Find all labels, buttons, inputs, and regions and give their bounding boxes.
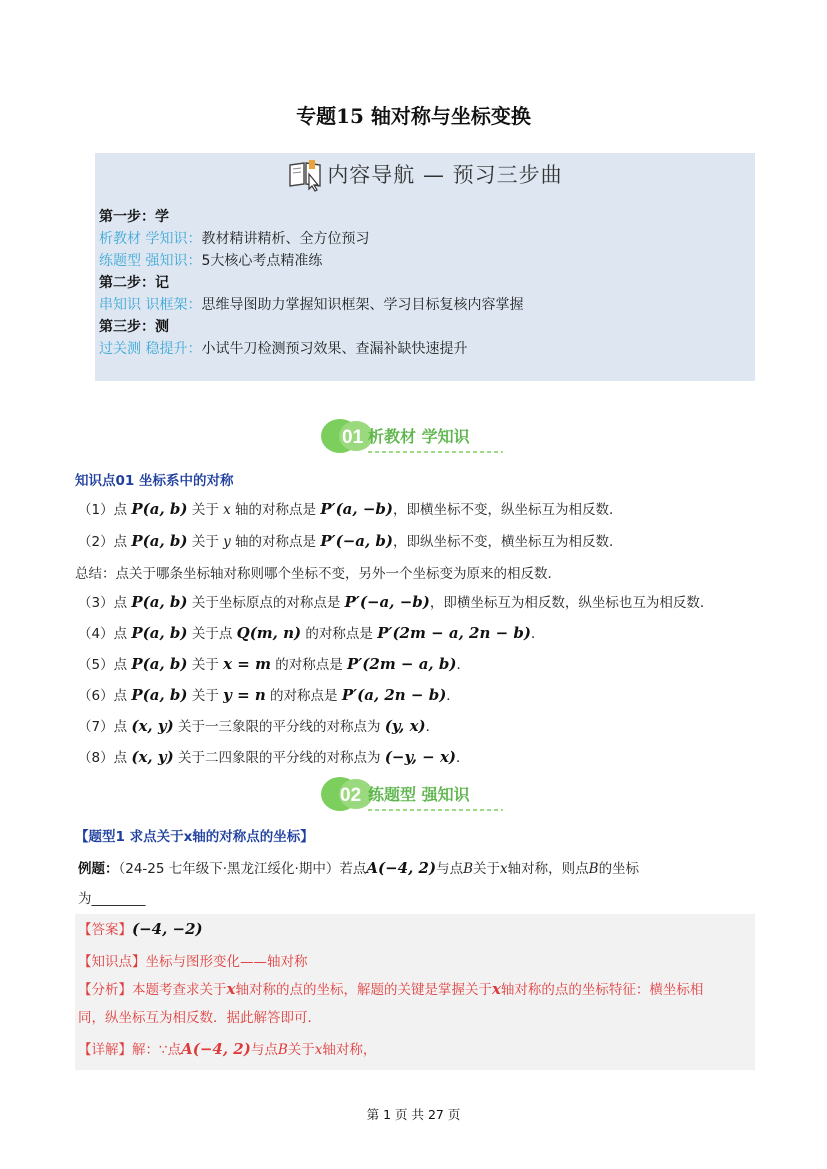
- step1-label: 第一步：学: [99, 209, 169, 225]
- nav-heading: [95, 157, 755, 191]
- section-badge-02: [318, 774, 518, 814]
- answer-line: 【答案】(−4, −2): [78, 920, 203, 938]
- detail-line: 【详解】解：∵点A(−4, 2)与点B关于x轴对称，: [78, 1040, 377, 1058]
- analysis-line-2: 同，纵坐标互为相反数．据此解答即可．: [78, 1010, 321, 1026]
- step1-a: 析教材 学知识：教材精讲精析、全方位预习: [99, 231, 370, 247]
- analysis-line-1: 【分析】本题考查求关于x轴对称的点的坐标，解题的关键是掌握关于x轴对称的点的坐标特征：横坐标相: [78, 980, 704, 998]
- rule-line-1: （1）点 P(a, b) 关于 x 轴的对称点是 P′(a, −b)，即横坐标不变，纵坐标互为相反数．: [78, 500, 623, 518]
- question-type-title: 【题型1 求点关于x轴的对称点的坐标】: [75, 829, 314, 845]
- book-pointer-icon: [287, 156, 323, 192]
- step2-label: 第二步：记: [99, 275, 169, 291]
- example-line-1: 例题：（24-25 七年级下·黑龙江绥化·期中）若点A(−4, 2)与点B关于x轴对称，则点B的坐标: [78, 859, 640, 877]
- page-footer: 第 1 页 共 27 页: [366, 1107, 461, 1122]
- badge-02-label: 练题型 强知识: [368, 785, 470, 804]
- rule-line-7: （7）点 (x, y) 关于一三象限的平分线的对称点为 (y, x)．: [78, 717, 440, 735]
- content-navigation-box: [95, 153, 755, 381]
- rule-line-6: （6）点 P(a, b) 关于 y = n 的对称点是 P′(a, 2n − b)．: [78, 686, 460, 704]
- answer-box: [75, 914, 755, 1070]
- summary-line: 总结：点关于哪条坐标轴对称则哪个坐标不变，另外一个坐标变为原来的相反数．: [75, 566, 561, 582]
- example-line-2: 为________: [78, 891, 146, 907]
- step2-line: 串知识 识框架：思维导图助力掌握知识框架、学习目标复核内容掌握: [99, 297, 524, 313]
- rule-line-4: （4）点 P(a, b) 关于点 Q(m, n) 的对称点是 P′(2m − a, 2n − b)．: [78, 624, 545, 642]
- rule-line-5: （5）点 P(a, b) 关于 x = m 的对称点是 P′(2m − a, b)．: [78, 655, 470, 673]
- step1-b: 练题型 强知识：5大核心考点精准练: [99, 253, 323, 269]
- section-badge-01: [318, 416, 518, 456]
- rule-line-3: （3）点 P(a, b) 关于坐标原点的对称点是 P′(−a, −b)，即横坐标互为相反数，纵坐标也互为相反数．: [78, 593, 714, 611]
- step3-label: 第三步：测: [99, 319, 169, 335]
- knowledge-point-line: 【知识点】坐标与图形变化——轴对称: [78, 954, 308, 970]
- page-title: 专题15 轴对称与坐标变换: [296, 104, 531, 128]
- step3-line: 过关测 稳提升：小试牛刀检测预习效果、查漏补缺快速提升: [99, 341, 468, 357]
- nav-heading-text: 内容导航 — 预习三步曲: [327, 163, 563, 187]
- rule-line-2: （2）点 P(a, b) 关于 y 轴的对称点是 P′(−a, b)，即纵坐标不变，横坐标互为相反数．: [78, 532, 623, 550]
- badge-02-number: 02: [340, 785, 362, 806]
- badge-01-label: 析教材 学知识: [368, 427, 470, 446]
- rule-line-8: （8）点 (x, y) 关于二四象限的平分线的对称点为 (−y, − x)．: [78, 748, 470, 766]
- knowledge-point-title: 知识点01 坐标系中的对称: [75, 473, 234, 489]
- badge-01-number: 01: [342, 427, 364, 448]
